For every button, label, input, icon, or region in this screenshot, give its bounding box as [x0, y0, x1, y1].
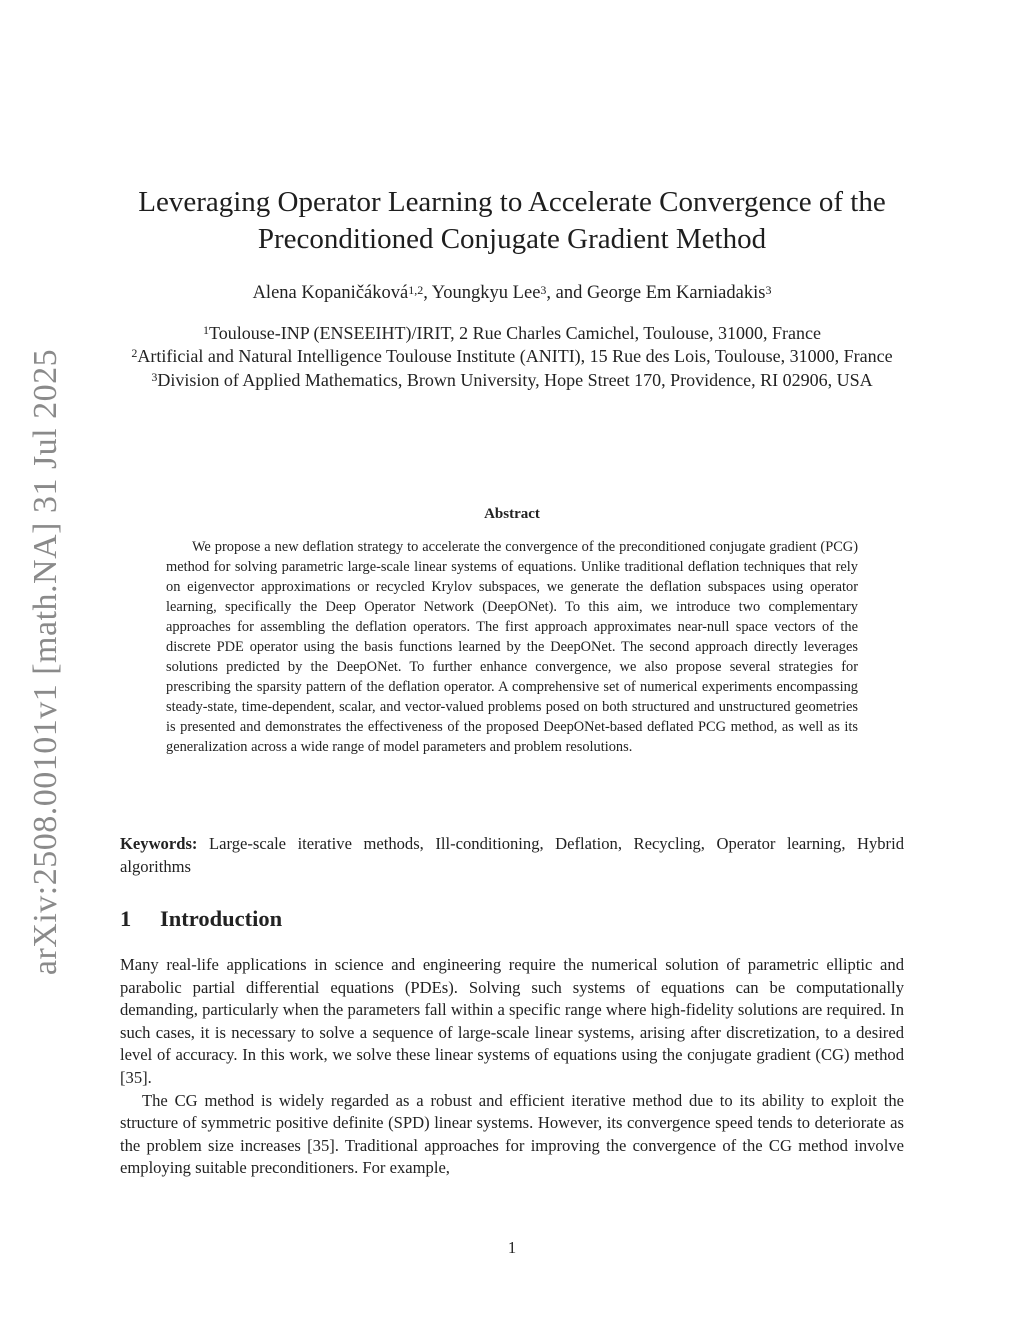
arxiv-identifier: arXiv:2508.00101v1 [math.NA] 31 Jul 2025 [27, 348, 64, 976]
author-separator: , [423, 283, 432, 303]
affiliation-list [120, 322, 904, 392]
affiliation [120, 369, 904, 392]
affiliation-mark: 1 [202, 323, 209, 337]
affiliation-mark: 2 [131, 346, 138, 361]
section-heading [120, 906, 904, 932]
paragraph: Many real-life applications in science and engineering require the numerical solution of parametric elliptic and parabolic partial differential equations (PDEs). Solving such systems of equations can be computationally demanding, particularly when the parameters fall within a specific range where high-fidelity solutions are required. In such cases, it is necessary to solve a sequence of large-scale linear systems, arising after discretization, to a desired level of accuracy. In this work, we solve these linear systems of equations using the conjugate gradient (CG) method [35]. [120, 955, 904, 1087]
title-line-1: Leveraging Operator Learning to Accelerate Convergence of the [138, 186, 886, 218]
author-name: Youngkyu Lee [431, 283, 541, 303]
section-number: 1 [120, 906, 132, 931]
title-line-2: Preconditioned Conjugate Gradient Method [257, 223, 767, 255]
affiliation [120, 345, 904, 368]
paragraph: The CG method is widely regarded as a robust and efficient iterative method due to its ability to exploit the structure of symmetric positive definite (SPD) linear systems. However, its convergence speed tends to deteriorate as the problem size increases [35]. Traditional approaches for improving the convergence of the CG method involve employing suitable preconditioners. For example, [120, 1090, 904, 1178]
abstract-text: We propose a new deflation strategy to accelerate the convergence of the preconditioned conjugate gradient (PCG) method for solving parametric large-scale linear systems of equations. Unlike traditional deflation techniques that rely on eigenvector approximations or recycled Krylov subspaces, we generate the deflation subspaces using operator learning, specifically the Deep Operator Network (DeepONet). To this aim, we introduce two complementary approaches for assembling the deflation operators. The first approach approximates near-null space vectors of the discrete PDE operator using the basis functions learned by the DeepONet. The second approach directly leverages solutions predicted by the DeepONet. To further enhance convergence, we also propose several strategies for prescribing the sparsity pattern of the deflation operator. A comprehensive set of numerical experiments encompassing steady-state, time-dependent, scalar, and vector-valued problems posed on both structured and unstructured geometries is presented and demonstrates the effectiveness of the proposed DeepONet-based deflated PCG method, as well as its generalization across a wide range of model parameters and problem resolutions. [166, 539, 858, 755]
author-name: Alena Kopaničáková [252, 283, 409, 303]
section-title: Introduction [160, 906, 283, 931]
affiliation-text: Toulouse-INP (ENSEEIHT)/IRIT, 2 Rue Charles Camichel, Toulouse, 31000, France [208, 323, 822, 343]
keywords-text: Large-scale iterative methods, Ill-conditioning, Deflation, Recycling, Operator learning, Hybrid algorithms [120, 834, 904, 876]
keywords-label: Keywords: [120, 834, 198, 853]
affiliation-mark: 3 [151, 369, 158, 384]
page-number: 1 [507, 1238, 517, 1257]
author-name: George Em Karniadakis [587, 283, 766, 303]
keywords [120, 832, 904, 878]
author-affiliation-mark: 3 [540, 283, 547, 297]
paper-title [120, 184, 904, 258]
affiliation-text: Artificial and Natural Intelligence Toulouse Institute (ANITI), 15 Rue des Lois, Toulouse, 31000, France [137, 346, 893, 367]
affiliation-text: Division of Applied Mathematics, Brown University, Hope Street 170, Providence, RI 02906, USA [157, 369, 873, 390]
author-affiliation-mark: 1,2 [408, 283, 424, 297]
author-list [120, 281, 904, 305]
abstract-heading: Abstract [484, 506, 540, 522]
introduction-body [120, 954, 904, 1180]
author-separator: , and [546, 283, 587, 303]
author-affiliation-mark: 3 [765, 283, 772, 297]
affiliation [120, 322, 904, 345]
